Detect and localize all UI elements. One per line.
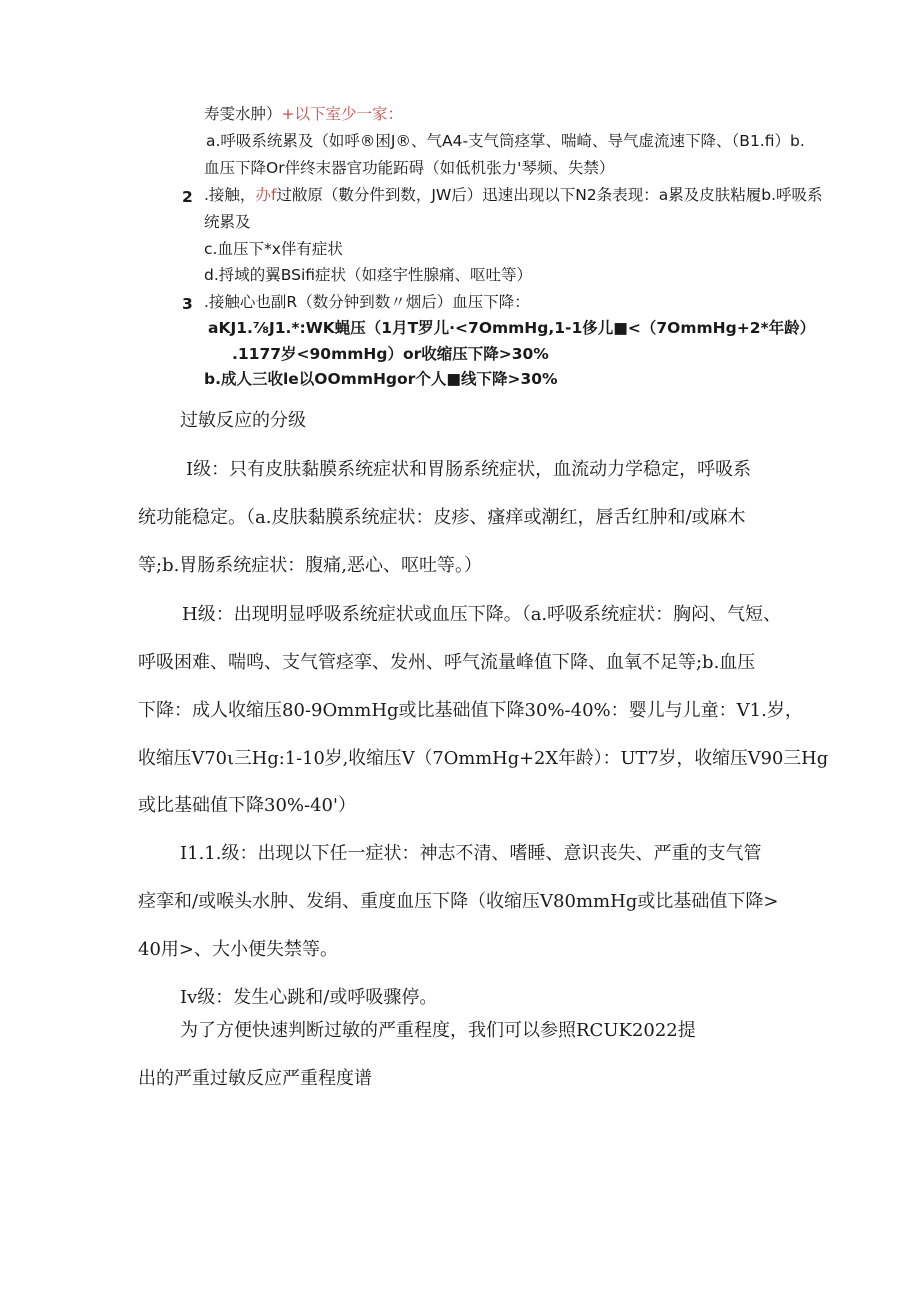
list-number-2: 2 [182,188,193,206]
list-number-3: 3 [182,295,193,313]
grade-3-line-3: 40用>、大小便失禁等。 [138,939,338,960]
item-3-line-4: b.成人三收le以OOmmHgor个人■线下降>30% [204,370,558,388]
paragraph-line-1: 为了方便快速判断过敏的严重程度，我们可以参照RCUK2022提 [180,1020,696,1041]
grade-2-line-3: 下降：成人收缩压80-9OmmHg或比基础值下降30%-40%：婴儿与儿童：V1.岁， [138,700,803,721]
upper-line-1 [204,107,403,123]
item-3-line-3: .1177岁<90mmHg）or收缩压下降>30% [232,345,549,363]
section-heading: 过敏反应的分级 [180,410,306,431]
grade-2-line-4: 收缩压V70ι三Hg:1-10岁,收缩压V（7OmmHg+2X年龄）：UT7岁，收缩压V90三Hg [138,748,829,769]
paragraph-line-2: 出的严重过敏反应严重程度谱 [138,1068,372,1089]
item-3-line-2: aKJ1.⅞J1.*:WK蝇压（1月T罗儿·<7OmmHg,1-1侈儿■<（7OmmHg+2*年龄） [208,319,816,337]
item-2-red: 办f [255,186,277,204]
item-2-line-1 [204,188,823,204]
upper-line-1-text: 寿雯水肿） [204,105,282,123]
item-2-line-2: 统累及 [204,213,251,231]
grade-2-line-2: 呼吸困难、喘鸣、支气管痉挛、发州、呼气流量峰值下降、血氧不足等;b.血压 [138,652,756,673]
upper-line-2: a.呼吸系统累及（如呼®困J®、气A4-支气筒痉掌、喘崎、导气虚流速下降、（B1.fi）b. [206,132,805,150]
upper-line-3: 血压下降Or伴终末器官功能跖碍（如低机张力'琴频、失禁） [204,159,615,177]
grade-3-line-2: 痉挛和/或喉头水肿、发绢、重度血压下降（收缩压V80mmHg或比基础值下降> [138,891,779,912]
item-2-text-a: .接触， [204,186,256,204]
item-2-line-c: c.血压下*x伴有症状 [204,240,343,258]
grade-1-line-3: 等;b.胃肠系统症状：腹痛,恶心、呕吐等。） [138,555,483,576]
grade-4-line-1: Iv级：发生心跳和/或呼吸骤停。 [180,987,438,1008]
upper-line-1-red: +以下室少一家： [281,105,404,123]
item-2-line-d: d.捋域的翼BSifi症状（如痉宇性腺痛、呕吐等） [204,266,533,284]
grade-2-line-5: 或比基础值下降30%-40'） [138,795,356,816]
item-2-text-b: 过敝原（數分件到数，JW后）迅速出现以下N2条表现：a累及皮肤粘履b.呼吸系 [276,186,823,204]
grade-3-line-1: I1.1.级：出现以下任一症状：神志不清、嗜睡、意识丧失、严重的支气管 [180,843,762,864]
grade-1-line-1: I级：只有皮肤黏膜系统症状和胃肠系统症状，血流动力学稳定，呼吸系 [186,459,752,480]
grade-2-line-1: H级：出现明显呼吸系统症状或血压下降。（a.呼吸系统症状：胸闷、气短、 [182,604,782,625]
grade-1-line-2: 统功能稳定。（a.皮肤黏膜系统症状：皮疹、瘙痒或潮红，唇舌红肿和/或麻木 [138,507,746,528]
item-3-line-1: .接触心也副R（数分钟到数〃烟后）血压下降： [204,293,530,311]
